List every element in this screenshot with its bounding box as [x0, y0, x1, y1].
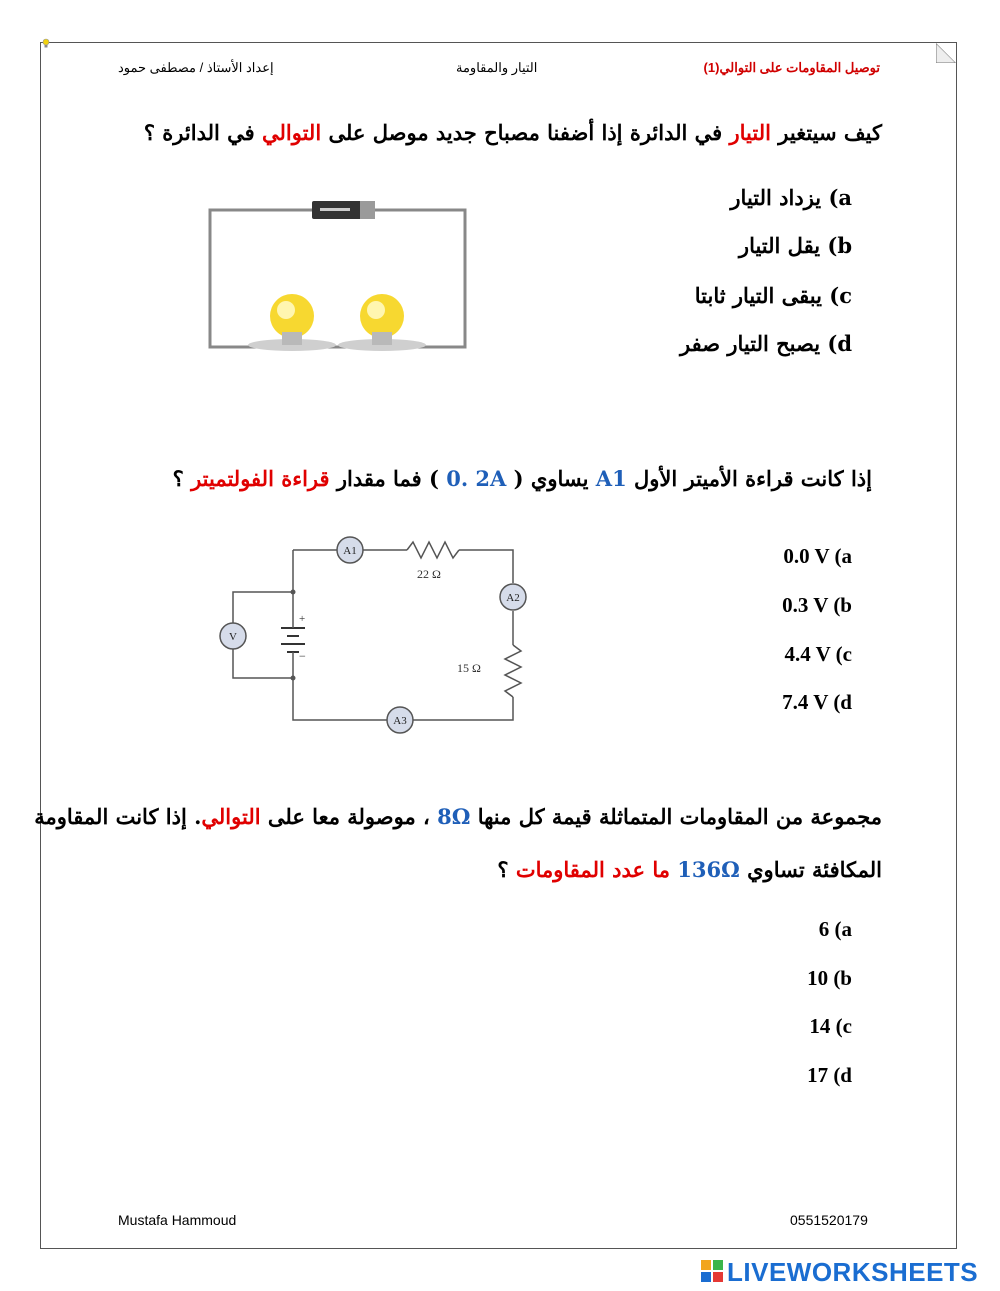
question-2-text [173, 466, 872, 491]
q3-option-a[interactable]: 6 (a [818, 917, 852, 941]
ammeter-a3-icon [387, 707, 413, 733]
q3-option-d[interactable]: 17 (d [807, 1063, 852, 1087]
q3-highlight-count: ما عدد المقاومات [515, 857, 678, 882]
resistor-15-label: 15 Ω [457, 661, 481, 675]
voltmeter-icon [220, 623, 246, 649]
q2-option-b[interactable]: 0.3 V (b [782, 593, 852, 617]
ammeter-a2-label: A2 [506, 592, 520, 604]
q1-text-part: في الدائرة إذا أضفنا مصباح جديد موصل على [321, 120, 730, 145]
q2-text-part: إذا كانت قراءة الأميتر الأول [626, 466, 872, 491]
q2-text-part: ؟ [172, 466, 192, 491]
q1-text-part: في الدائرة ؟ [143, 120, 262, 145]
bulb-icon-left [248, 294, 336, 351]
question-3-line-1 [34, 804, 882, 829]
header-topic: التيار والمقاومة [456, 60, 538, 75]
footer-author-name: Mustafa Hammoud [118, 1212, 237, 1228]
q3-highlight-8ohm: 8Ω [437, 804, 471, 829]
header-title: توصيل المقاومات على التوالي(1) [703, 60, 880, 75]
q3-text-part: ، موصولة معا على [260, 804, 438, 829]
ammeter-voltmeter-circuit-diagram [195, 530, 540, 740]
voltmeter-label: V [229, 631, 237, 643]
battery-icon [312, 201, 375, 219]
ammeter-a3-label: A3 [393, 715, 407, 727]
ammeter-a2-icon [500, 584, 526, 610]
question-3-line-2 [497, 857, 882, 882]
q1-option-a[interactable]: a) يزداد التيار [730, 185, 852, 210]
q3-option-c[interactable]: 14 (c [809, 1014, 852, 1038]
q3-text-part: ؟ [497, 857, 516, 882]
q3-text-part: مجموعة من المقاومات المتماثلة قيمة كل منها [470, 804, 882, 829]
footer-phone: 0551520179 [790, 1212, 868, 1228]
q2-text-part: يساوي ( [506, 466, 596, 491]
q2-highlight-a1: A1 [595, 466, 627, 491]
bulb-icon-right [338, 294, 426, 351]
q2-option-a[interactable]: 0.0 V (a [783, 544, 852, 568]
q1-option-d[interactable]: d) يصبح التيار صفر [680, 331, 852, 356]
page-fold-corner [936, 43, 956, 63]
bulb-marker-icon [42, 38, 50, 48]
q3-option-b[interactable]: 10 (b [807, 966, 852, 990]
liveworksheets-brand[interactable]: LIVEWORKSHEETS [727, 1257, 979, 1287]
q1-highlight-series: التوالي [262, 120, 322, 145]
q1-text-part: كيف سيتغير [770, 120, 882, 145]
header-author: إعداد الأستاذ / مصطفى حمود [118, 60, 274, 75]
q3-text-part: المكافئة تساوي [739, 857, 882, 882]
ammeter-a1-icon [337, 537, 363, 563]
q2-highlight-voltmeter: قراءة الفولتميتر [191, 466, 330, 491]
battery-minus-label: − [299, 649, 306, 663]
q3-text-part: . إذا كانت المقاومة [34, 804, 202, 829]
question-1-text [144, 120, 882, 145]
resistor-22-label: 22 Ω [417, 567, 441, 581]
liveworksheets-logo-icon [701, 1260, 723, 1282]
ammeter-a1-label: A1 [343, 545, 357, 557]
q2-option-c[interactable]: 4.4 V (c [784, 642, 852, 666]
series-bulbs-circuit-diagram [200, 192, 475, 357]
q1-option-b[interactable]: b) يقل التيار [738, 233, 852, 258]
q1-highlight-current: التيار [729, 120, 771, 145]
q2-text-part: ) فما مقدار [329, 466, 447, 491]
q1-option-c[interactable]: c) يبقى التيار ثابتا [694, 283, 852, 308]
battery-plus-label: + [299, 613, 306, 625]
q2-option-d[interactable]: 7.4 V (d [782, 690, 852, 714]
q3-highlight-136ohm: 136Ω [677, 857, 740, 882]
q2-highlight-reading: 0. 2A [446, 466, 507, 491]
q3-highlight-series: التوالي [201, 804, 261, 829]
